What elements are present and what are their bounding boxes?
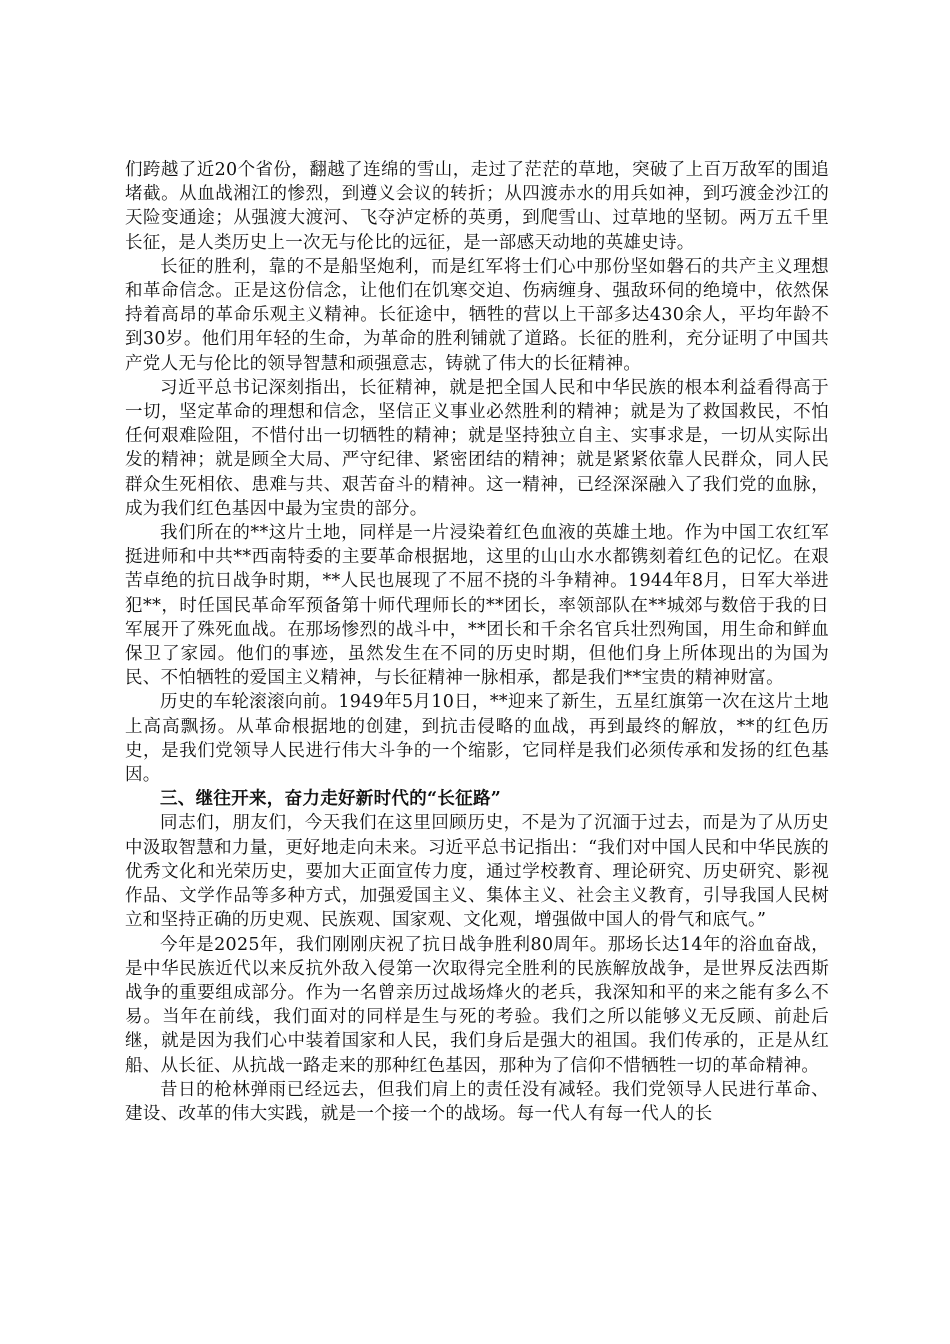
document-page [125, 158, 829, 1126]
paragraph-3: 习近平总书记深刻指出，长征精神，就是把全国人民和中华民族的根本利益看得高于一切，坚定革命的理想和信念，坚信正义事业必然胜利的精神；就是为了救国救民，不怕任何艰难险阻，不惜付出一切牺牲的精神；就是坚持独立自主、实事求是，一切从实际出发的精神；就是顾全大局、严守纪律、紧密团结的精神；就是紧紧依靠人民群众，同人民群众生死相依、患难与共、艰苦奋斗的精神。这一精神，已经深深融入了我们党的血脉，成为我们红色基因中最为宝贵的部分。 [125, 377, 829, 519]
section-heading-3: 三、继往开来，奋力走好新时代的“长征路” [160, 789, 502, 810]
paragraph-5: 历史的车轮滚滚向前。1949年5月10日，**迎来了新生，五星红旗第一次在这片土地上高高飘扬。从革命根据地的创建，到抗击侵略的血战，再到最终的解放，**的红色历史，是我们党领导人民进行伟大斗争的一个缩影，它同样是我们必须传承和发扬的红色基因。 [125, 692, 829, 786]
paragraph-8: 昔日的枪林弹雨已经远去，但我们肩上的责任没有减轻。我们党领导人民进行革命、建设、改革的伟大实践，就是一个接一个的战场。每一代人有每一代人的长 [125, 1079, 829, 1124]
paragraph-1: 们跨越了近20个省份，翻越了连绵的雪山，走过了茫茫的草地，突破了上百万敌军的围追堵截。从血战湘江的惨烈，到遵义会议的转折；从四渡赤水的用兵如神，到巧渡金沙江的天险变通途；从强渡大渡河、飞夺泸定桥的英勇，到爬雪山、过草地的坚韧。两万五千里长征，是人类历史上一次无与伦比的远征，是一部感天动地的英雄史诗。 [125, 160, 829, 253]
paragraph-2: 长征的胜利，靠的不是船坚炮利，而是红军将士们心中那份坚如磐石的共产主义理想和革命信念。正是这份信念，让他们在饥寒交迫、伤病缠身、强敌环伺的绝境中，依然保持着高昂的革命乐观主义精神。长征途中，牺牲的营以上干部多达430余人，平均年龄不到30岁。他们用年轻的生命，为革命的胜利铺就了道路。长征的胜利，充分证明了中国共产党人无与伦比的领导智慧和顽强意志，铸就了伟大的长征精神。 [125, 256, 829, 374]
paragraph-4: 我们所在的**这片土地，同样是一片浸染着红色血液的英雄土地。作为中国工农红军挺进师和中共**西南特委的主要革命根据地，这里的山山水水都镌刻着红色的记忆。在艰苦卓绝的抗日战争时期，**人民也展现了不屈不挠的斗争精神。1944年8月，日军大举进犯**，时任国民革命军预备第十师代理师长的**团长，率领部队在**城郊与数倍于我的日军展开了殊死血战。在那场惨烈的战斗中，**团长和千余名官兵壮烈殉国，用生命和鲜血保卫了家园。他们的事迹，虽然发生在不同的历史时期，但他们身上所体现出的为国为民、不怕牺牲的爱国主义精神，与长征精神一脉相承，都是我们**宝贵的精神财富。 [125, 523, 829, 689]
paragraph-6: 同志们，朋友们，今天我们在这里回顾历史，不是为了沉湎于过去，而是为了从历史中汲取智慧和力量，更好地走向未来。习近平总书记指出：“我们对中国人民和中华民族的优秀文化和光荣历史，要加大正面宣传力度，通过学校教育、理论研究、历史研究、影视作品、文学作品等多种方式，加强爱国主义、集体主义、社会主义教育，引导我国人民树立和坚持正确的历史观、民族观、国家观、文化观，增强做中国人的骨气和底气。” [125, 813, 829, 931]
paragraph-7: 今年是2025年，我们刚刚庆祝了抗日战争胜利80周年。那场长达14年的浴血奋战，是中华民族近代以来反抗外敌入侵第一次取得完全胜利的民族解放战争，是世界反法西斯战争的重要组成部分。作为一名曾亲历过战场烽火的老兵，我深知和平的来之能有多么不易。当年在前线，我们面对的同样是生与死的考验。我们之所以能够义无反顾、前赴后继，就是因为我们心中装着国家和人民，我们身后是强大的祖国。我们传承的，正是从红船、从长征、从抗战一路走来的那种红色基因，那种为了信仰不惜牺牲一切的革命精神。 [125, 934, 829, 1076]
